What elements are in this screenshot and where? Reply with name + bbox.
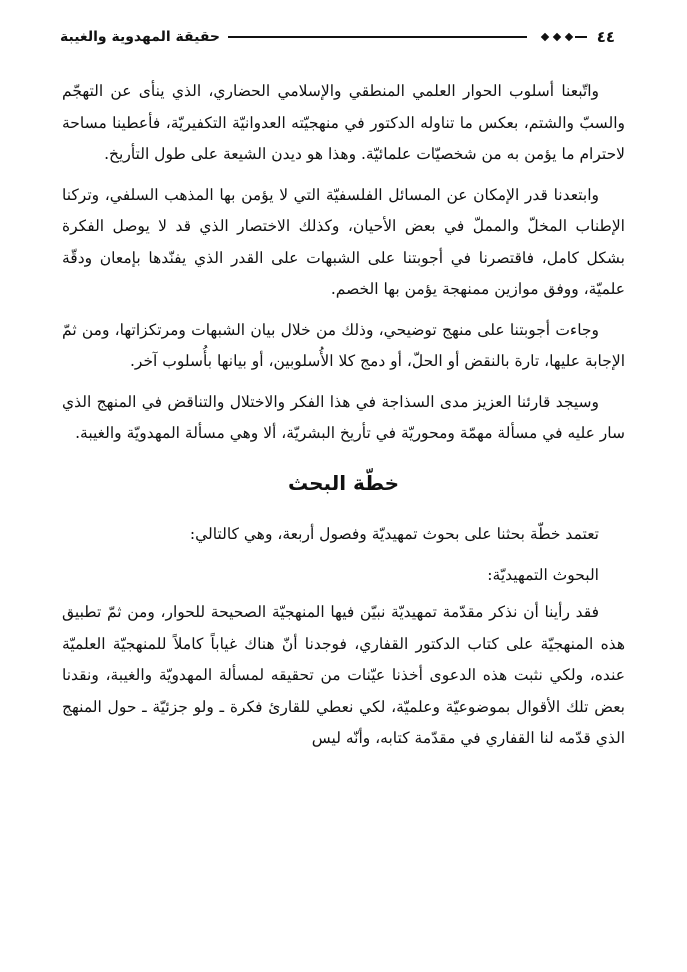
header-ornament — [539, 34, 587, 40]
paragraph-plan-intro: تعتمد خطّة بحثنا على بحوث تمهيديّة وفصول أربعة، وهي كالتالي: — [189, 525, 599, 543]
ornament-dot — [540, 33, 548, 41]
paragraph-reader: وسيجد قارئنا العزيز مدى السذاجة في هذا الفكر والاختلال والتناقض في المنهج الذي سار عليه في مسألة مهمّة ومحوريّة في تأريخ البشريّة، ألا وهي مسألة المهدويّة والغيبة. — [62, 392, 625, 442]
section-heading: خطّة البحث — [287, 470, 400, 495]
ornament-dot — [552, 33, 560, 41]
subheading-preliminary: البحوث التمهيديّة: — [487, 565, 599, 584]
page-number: ٤٤ — [596, 28, 615, 46]
paragraph-method: واتّبعنا أسلوب الحوار العلمي المنطقي والإسلامي الحضاري، الذي ينأى عن التهجّم والسبّ والشتم، بعكس ما تناوله الدكتور في منهجيّته العدوانيّة التكفيريّة، فأعطينا مساحة لاحترام ما يؤمن به من شخصيّات علمائيّة. وهذا هو ديدن الشيعة على طول التأريخ. — [62, 82, 625, 163]
page-header — [60, 24, 615, 50]
paragraph-answers: وجاءت أجوبتنا على منهج توضيحي، وذلك من خلال بيان الشبهات ومرتكزاتها، ومن ثمّ الإجابة عليها، تارة بالنقض أو الحلّ، أو دمج كلا الأُسلوبين، أو بيانها بأُسلوب آخر. — [62, 320, 625, 370]
paragraph-avoidance: وابتعدنا قدر الإمكان عن المسائل الفلسفيّة التي لا يؤمن بها المذهب السلفي، وتركنا الإطناب المخلّ والمملّ في بعض الأحيان، وكذلك الاختصار الذي قد لا يوصل الفكرة بشكل كامل، فاقتصرنا في أجوبتنا على الشبهات على القدر الذي يفنّدها بإمعان ودقّة علميّة، ووفق موازين ممنهجة يؤمن بها الخصم. — [62, 185, 625, 298]
page-body — [62, 76, 625, 764]
running-title: حقيقة المهدوية والغيبة — [60, 29, 220, 45]
paragraph-preliminary: فقد رأينا أن نذكر مقدّمة تمهيديّة نبيّن فيها المنهجيّة الصحيحة للحوار، ومن ثمّ تطبيق هذه المنهجيّة على كتاب الدكتور القفاري، فوجدنا أنّ هناك غياباً كاملاً للمنهجيّة العلميّة عنده، ولكي نثبت هذه الدعوى أخذنا عيّنات من تحقيقه لمسألة المهدويّة والغيبة، ونقدنا بعض تلك الأقوال بموضوعيّة وعلميّة، لكي نعطي للقارئ فكرة ـ ولو جزئيّة ـ حول المنهج الذي قدّمه لنا القفاري في مقدّمة كتابه، وأنّه ليس — [62, 603, 625, 747]
header-rule — [228, 36, 527, 38]
ornament-dot — [564, 33, 572, 41]
